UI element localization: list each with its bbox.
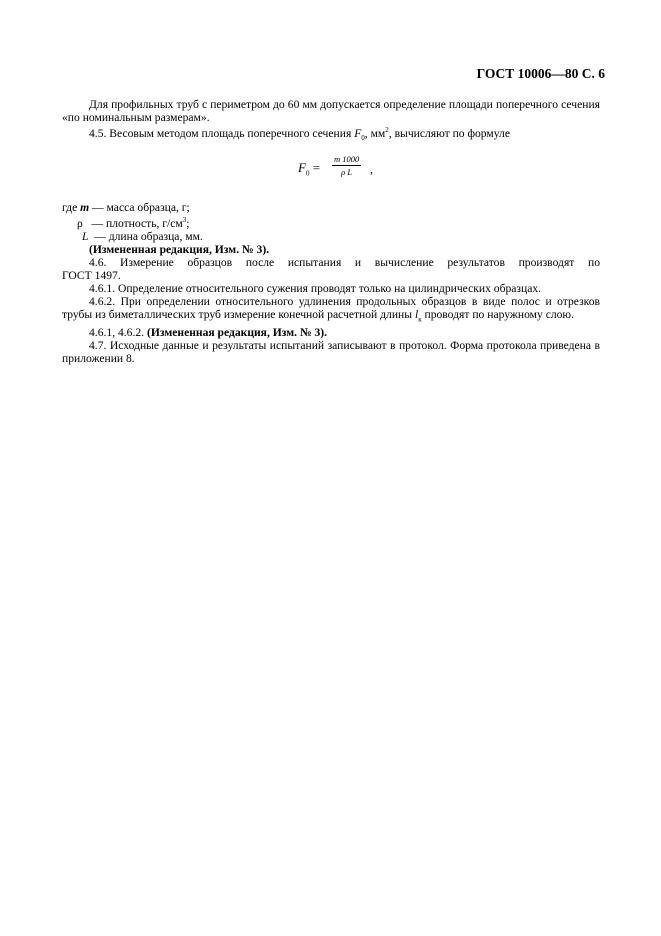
paragraph-4-6-2 (62, 295, 600, 326)
p462-after: проводят по наружному слою. (421, 308, 574, 322)
formula-area (62, 151, 600, 189)
p45-text-after: , вычисляют по формуле (388, 126, 510, 140)
def-rho-text: — плотность, г/см (82, 217, 183, 231)
paragraph-4-7: 4.7. Исходные данные и результаты испытаний записывают в протокол. Форма протокола приведена в приложении 8. (62, 339, 600, 366)
edit-note-1: (Измененная редакция, Изм. № 3). (89, 243, 270, 257)
document-body (62, 98, 600, 365)
def-rho-sup: 3 (182, 216, 187, 225)
def-rho-var: ρ (77, 217, 83, 231)
paragraph-4-6-edit (62, 326, 600, 339)
p45-unit-sup: 2 (385, 126, 389, 134)
paragraph-profile-pipes: Для профильных труб с периметром до 60 мм допускается определение площади поперечного сечения «по номинальным размерам». (62, 98, 600, 124)
formula-lhs-var: F (298, 160, 306, 176)
p45-text-before: 4.5. Весовым методом площадь поперечного сечения (89, 126, 355, 140)
p462-var: l (414, 308, 419, 322)
paragraph-4-6-cont: ГОСТ 1497. (62, 269, 121, 283)
p46-edit-note: (Измененная редакция, Изм. № 3). (146, 326, 328, 340)
def-m-lead: где (62, 201, 81, 215)
formula-equals: = (309, 160, 321, 176)
definition-m (62, 201, 600, 214)
formula-fraction (332, 154, 361, 178)
paragraph-4-6-1: 4.6.1. Определение относительного сужения проводят только на цилиндрических образцах. (89, 282, 542, 296)
formula-tail: , (370, 162, 373, 177)
paragraph-4-5 (62, 124, 600, 145)
p462-before: 4.6.2. При определении относительного удлинения продольных образцов в виде полос и отрезков трубы из биметаллических труб измерение конечной расчетной длины (62, 295, 600, 322)
def-L-var: L (82, 230, 89, 244)
formula-lhs-sub: 0 (305, 169, 310, 178)
paragraph-4-6: 4.6. Измерение образцов после испытания и вычисление результатов производят по (89, 256, 600, 270)
definitions (62, 201, 600, 243)
formula-numerator: m 1000 (334, 154, 360, 165)
definition-rho (62, 214, 600, 230)
def-m-text: — масса образца, г; (89, 201, 190, 215)
p462-var-sub: к (418, 315, 422, 324)
def-m-var: m (80, 201, 90, 215)
def-rho-end: ; (186, 217, 190, 231)
definition-L (62, 230, 600, 243)
page-header: ГОСТ 10006—80 С. 6 (476, 66, 605, 81)
formula-lhs (298, 161, 320, 181)
p45-var-sub: 0 (361, 134, 365, 143)
def-L-text: — длина образца, мм. (88, 230, 203, 244)
p45-text-middle: , мм (364, 126, 386, 140)
p45-var: F (354, 126, 362, 140)
formula-denominator: ρ L (332, 165, 361, 178)
p46-edit-prefix: 4.6.1, 4.6.2. (89, 326, 147, 340)
